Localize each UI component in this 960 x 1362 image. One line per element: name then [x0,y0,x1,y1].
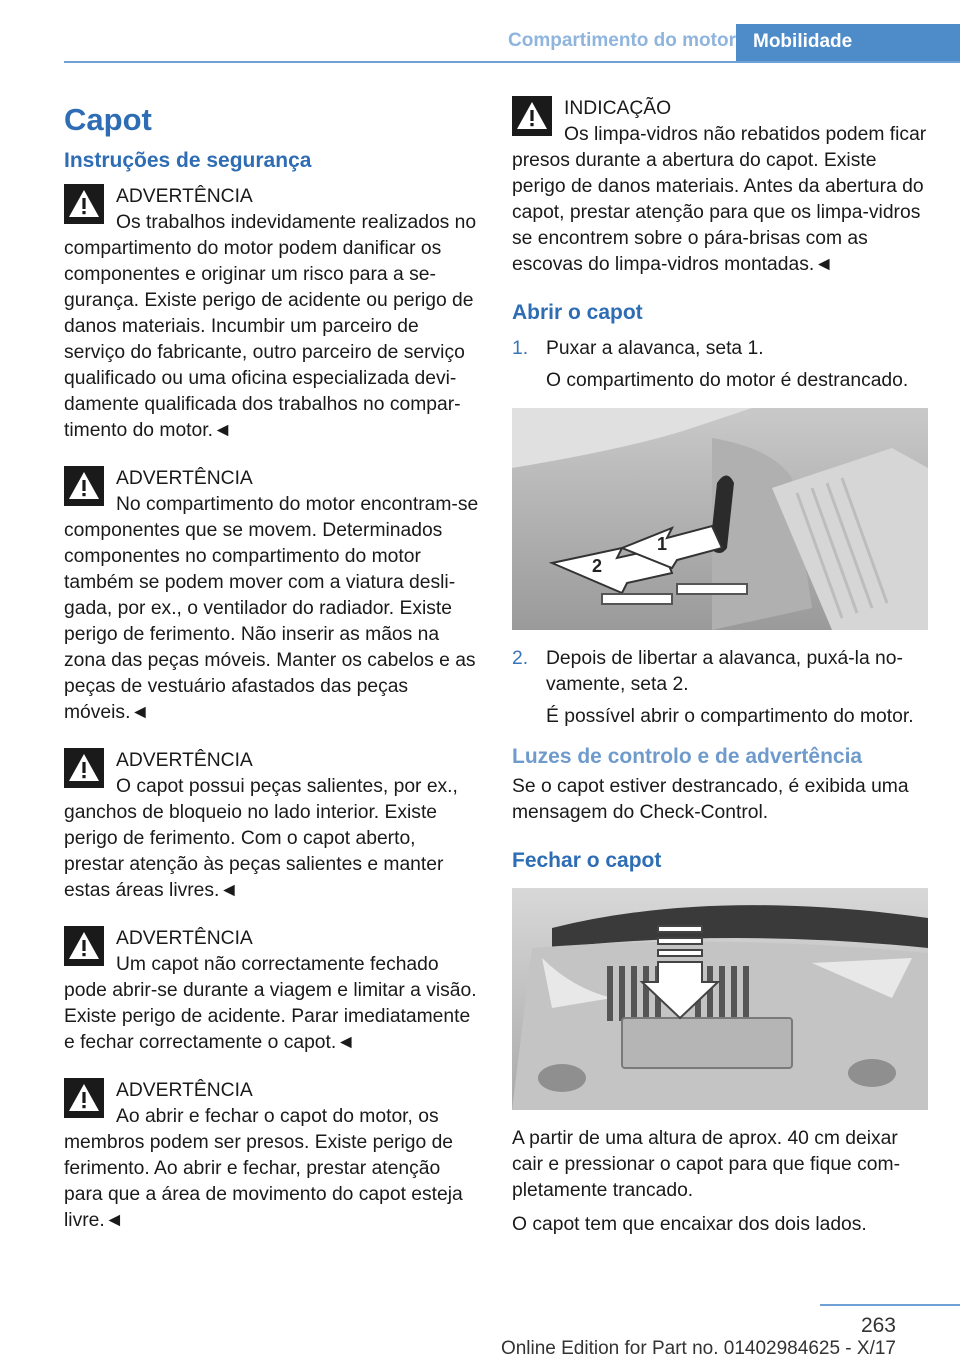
arrow-label: 2 [592,556,603,576]
warning-heading: ADVERTÊNCIA [116,928,253,949]
open-hood-steps [512,336,932,394]
arrow-label: 1 [657,534,668,554]
step-text: Depois de libertar a alavanca, puxá-la novamente, seta 2. [546,648,903,695]
step-subtext: É possível abrir o compartimento do motor. [546,706,914,727]
warning-text: Os trabalhos indevidamente realizados no compartimento do motor podem danificar os componentes e originar um risco para a segurança. Existe perigo de acidente ou perigo de danos materiais. Incumbir um parceiro de serviço do fabricante, outro parceiro de serviço qualificado ou uma oficina especializada devidamente qualificada dos trabalhos no compartimento do motor.◄ [64,212,477,441]
page-header [0,0,960,62]
caution-heading: INDICAÇÃO [564,98,672,119]
step-number: 2. [512,648,529,669]
section-title-open-hood: Abrir o capot [512,301,643,324]
warning-triangle-icon [64,466,104,506]
right-column [512,96,932,1246]
warning-notice [64,1078,480,1234]
warning-notice [64,184,480,444]
warning-notice [64,748,480,904]
close-hood-text-2: O capot tem que encaixar dos dois lados. [512,1214,867,1235]
caution-text: Os limpa-vidros não rebatidos podem ficar presos durante a abertura do capot. Existe perigo de danos materiais. Antes da abertura do capot, prestar atenção para que os limpa-vidros se encontrem sobre o pára-brisas com as escovas do limpa-vidros montadas.◄ [512,124,927,275]
edition-note: Online Edition for Part no. 01402984625 - X/17 [500,1338,896,1359]
page-number: 263 [860,1314,896,1337]
caution-notice [512,96,932,278]
indicator-lights-text: Se o capot estiver destrancado, é exibida uma mensagem do Check-Control. [512,776,909,823]
left-column [64,96,480,1256]
warning-triangle-icon [64,926,104,966]
step-text: Puxar a alavanca, seta 1. [546,338,764,359]
warning-notice [64,926,480,1056]
step-subtext: O compartimento do motor é destrancado. [546,370,909,391]
warning-heading: ADVERTÊNCIA [116,1080,253,1101]
warning-triangle-icon [512,96,552,136]
warning-heading: ADVERTÊNCIA [116,468,253,489]
page-footer [0,1300,960,1362]
warning-triangle-icon [64,184,104,224]
step-item [512,336,932,394]
section-title-close-hood: Fechar o capot [512,849,662,872]
warning-text: Um capot não correctamente fechado pode abrir-se durante a viagem e limitar a visão. Existe perigo de acidente. Parar imediatamente e fechar correctamente o capot.◄ [64,954,477,1053]
warning-text: Ao abrir e fechar o capot do motor, os membros podem ser presos. Existe perigo de ferimento. Ao abrir e fechar, prestar atenção para que a área de movimento do capot esteja livre.◄ [64,1106,463,1231]
warning-notice [64,466,480,726]
warning-text: No compartimento do motor encontram-se componentes que se movem. Determinados componentes no compartimento do motor também se podem mover com a viatura desligada, por ex., o ventilador do radiador. Existe perigo de ferimento. Não inserir as mãos na zona das peças móveis. Manter os cabelos e as peças de vestuário afastados das peças móveis.◄ [64,494,479,723]
figure-closing-hood [512,888,928,1110]
warning-triangle-icon [64,1078,104,1118]
figure-hood-release-lever [512,408,928,630]
warning-heading: ADVERTÊNCIA [116,186,253,207]
header-chapter-label: Mobilidade [753,31,853,52]
warning-text: O capot possui peças salientes, por ex., ganchos de bloqueio no lado interior. Existe perigo de ferimento. Com o capot aberto, prestar atenção às peças salientes e manter estas áreas livres.◄ [64,776,458,901]
close-hood-text: A partir de uma altura de aprox. 40 cm deixar cair e pressionar o capot para que fique completamente trancado. [512,1128,900,1201]
section-title-safety: Instruções de segurança [64,149,312,172]
step-item [512,646,932,730]
open-hood-steps-continued [512,646,932,730]
step-number: 1. [512,338,529,359]
warning-triangle-icon [64,748,104,788]
header-chapter-tab [736,24,960,62]
page-title: Capot [64,102,152,137]
header-divider [64,61,960,63]
footer-divider [820,1304,960,1306]
header-section-title: Compartimento do motor [508,30,736,51]
warning-heading: ADVERTÊNCIA [116,750,253,771]
section-title-indicator-lights: Luzes de controlo e de advertência [512,745,863,768]
